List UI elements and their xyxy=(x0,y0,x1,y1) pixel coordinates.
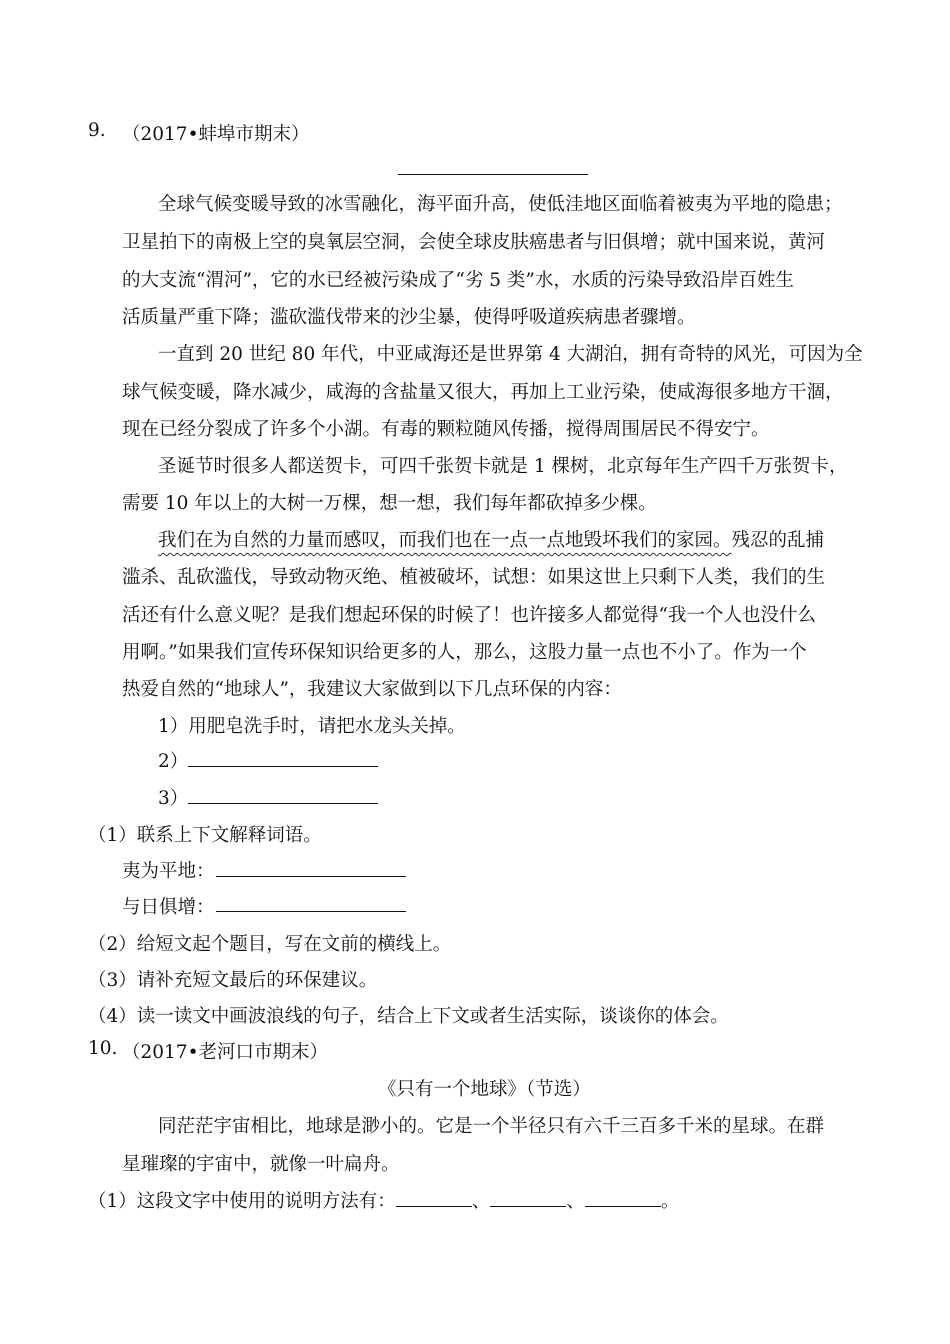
answer-blank[interactable] xyxy=(585,1188,661,1207)
sub-question xyxy=(88,1187,679,1213)
separator: 、 xyxy=(566,1191,585,1212)
passage-line: 星璀璨的宇宙中，就像一叶扁舟。 xyxy=(122,1154,400,1175)
passage-line: 同茫茫宇宙相比，地球是渺小的。它是一个半径只有六千三百多千米的星球。在群 xyxy=(158,1116,825,1137)
tip-item: 2） xyxy=(158,751,189,772)
answer-blank[interactable] xyxy=(396,1188,472,1207)
passage-line: 现在已经分裂成了许多个小湖。有毒的颗粒随风传播，搅得周围居民不得安宁。 xyxy=(122,419,770,440)
tip-item: 1）用肥皂洗手时，请把水龙头关掉。 xyxy=(158,716,466,737)
separator: 、 xyxy=(471,1191,491,1212)
sub-question: （2）给短文起个题目，写在文前的横线上。 xyxy=(88,934,452,955)
word2-blank[interactable] xyxy=(216,911,406,912)
tip-3-blank[interactable] xyxy=(188,803,378,804)
passage-line-wavy xyxy=(158,526,824,552)
passage-text: 残忍的乱捕 xyxy=(731,530,825,551)
passage-line: 热爱自然的“地球人”，我建议大家做到以下几点环保的内容： xyxy=(122,679,622,700)
passage-line: 需要 10 年以上的大树一万棵，想一想，我们每年都砍掉多少棵。 xyxy=(122,493,657,514)
passage-line: 滥杀、乱砍滥伐，导致动物灭绝、植被破坏，试想：如果这世上只剩下人类，我们的生 xyxy=(122,567,826,588)
question-number: 9. xyxy=(88,120,106,141)
passage-line: 球气候变暖，降水减少，咸海的含盐量又很大，再加上工业污染，使咸海很多地方干涸， xyxy=(122,382,844,403)
passage-line: 用啊。”如果我们宣传环保知识给更多的人，那么，这股力量一点也不小了。作为一个 xyxy=(122,642,807,663)
tip-2-blank[interactable] xyxy=(188,766,378,767)
sub-question: （4）读一读文中画波浪线的句子，结合上下文或者生活实际，谈谈你的体会。 xyxy=(88,1006,729,1027)
tip-item: 3） xyxy=(158,788,189,809)
end-mark: 。 xyxy=(660,1191,680,1212)
passage-line: 圣诞节时很多人都送贺卡，可四千张贺卡就是 1 棵树，北京每年生产四千万张贺卡， xyxy=(158,456,848,477)
answer-blank[interactable] xyxy=(490,1188,566,1207)
sub-question: （3）请补充短文最后的环保建议。 xyxy=(88,970,378,991)
question-number: 10. xyxy=(88,1038,118,1059)
word-label: 与日俱增： xyxy=(122,897,215,918)
title-blank[interactable] xyxy=(398,174,588,175)
passage-line: 的大支流“渭河”，它的水已经被污染成了“劣 5 类”水，水质的污染导致沿岸百姓生 xyxy=(122,270,794,291)
question-source: （2017•老河口市期末） xyxy=(122,1042,328,1063)
word1-blank[interactable] xyxy=(216,876,406,877)
passage-title: 《只有一个地球》（节选） xyxy=(378,1079,591,1100)
passage-line: 一直到 20 世纪 80 年代，中亚咸海还是世界第 4 大湖泊，拥有奇特的风光，可因为全 xyxy=(158,344,863,365)
sub-question: （1）联系上下文解释词语。 xyxy=(88,825,322,846)
passage-line: 全球气候变暖导致的冰雪融化，海平面升高，使低洼地区面临着被夷为平地的隐患； xyxy=(158,194,843,215)
wavy-sentence: 我们在为自然的力量而感叹，而我们也在一点一点地毁坏我们的家园。 xyxy=(158,530,732,551)
word-label: 夷为平地： xyxy=(122,861,215,882)
question-source: （2017•蚌埠市期末） xyxy=(122,124,310,145)
sub-question-text: （1）这段文字中使用的说明方法有： xyxy=(88,1191,396,1212)
passage-line: 活还有什么意义呢？是我们想起环保的时候了！也许接多人都觉得“我一个人也没什么 xyxy=(122,605,816,626)
passage-line: 卫星拍下的南极上空的臭氧层空洞，会使全球皮肤癌患者与旧俱增；就中国来说，黄河 xyxy=(122,232,826,253)
passage-line: 活质量严重下降；滥砍滥伐带来的沙尘暴，使得呼吸道疾病患者骤增。 xyxy=(122,307,696,328)
